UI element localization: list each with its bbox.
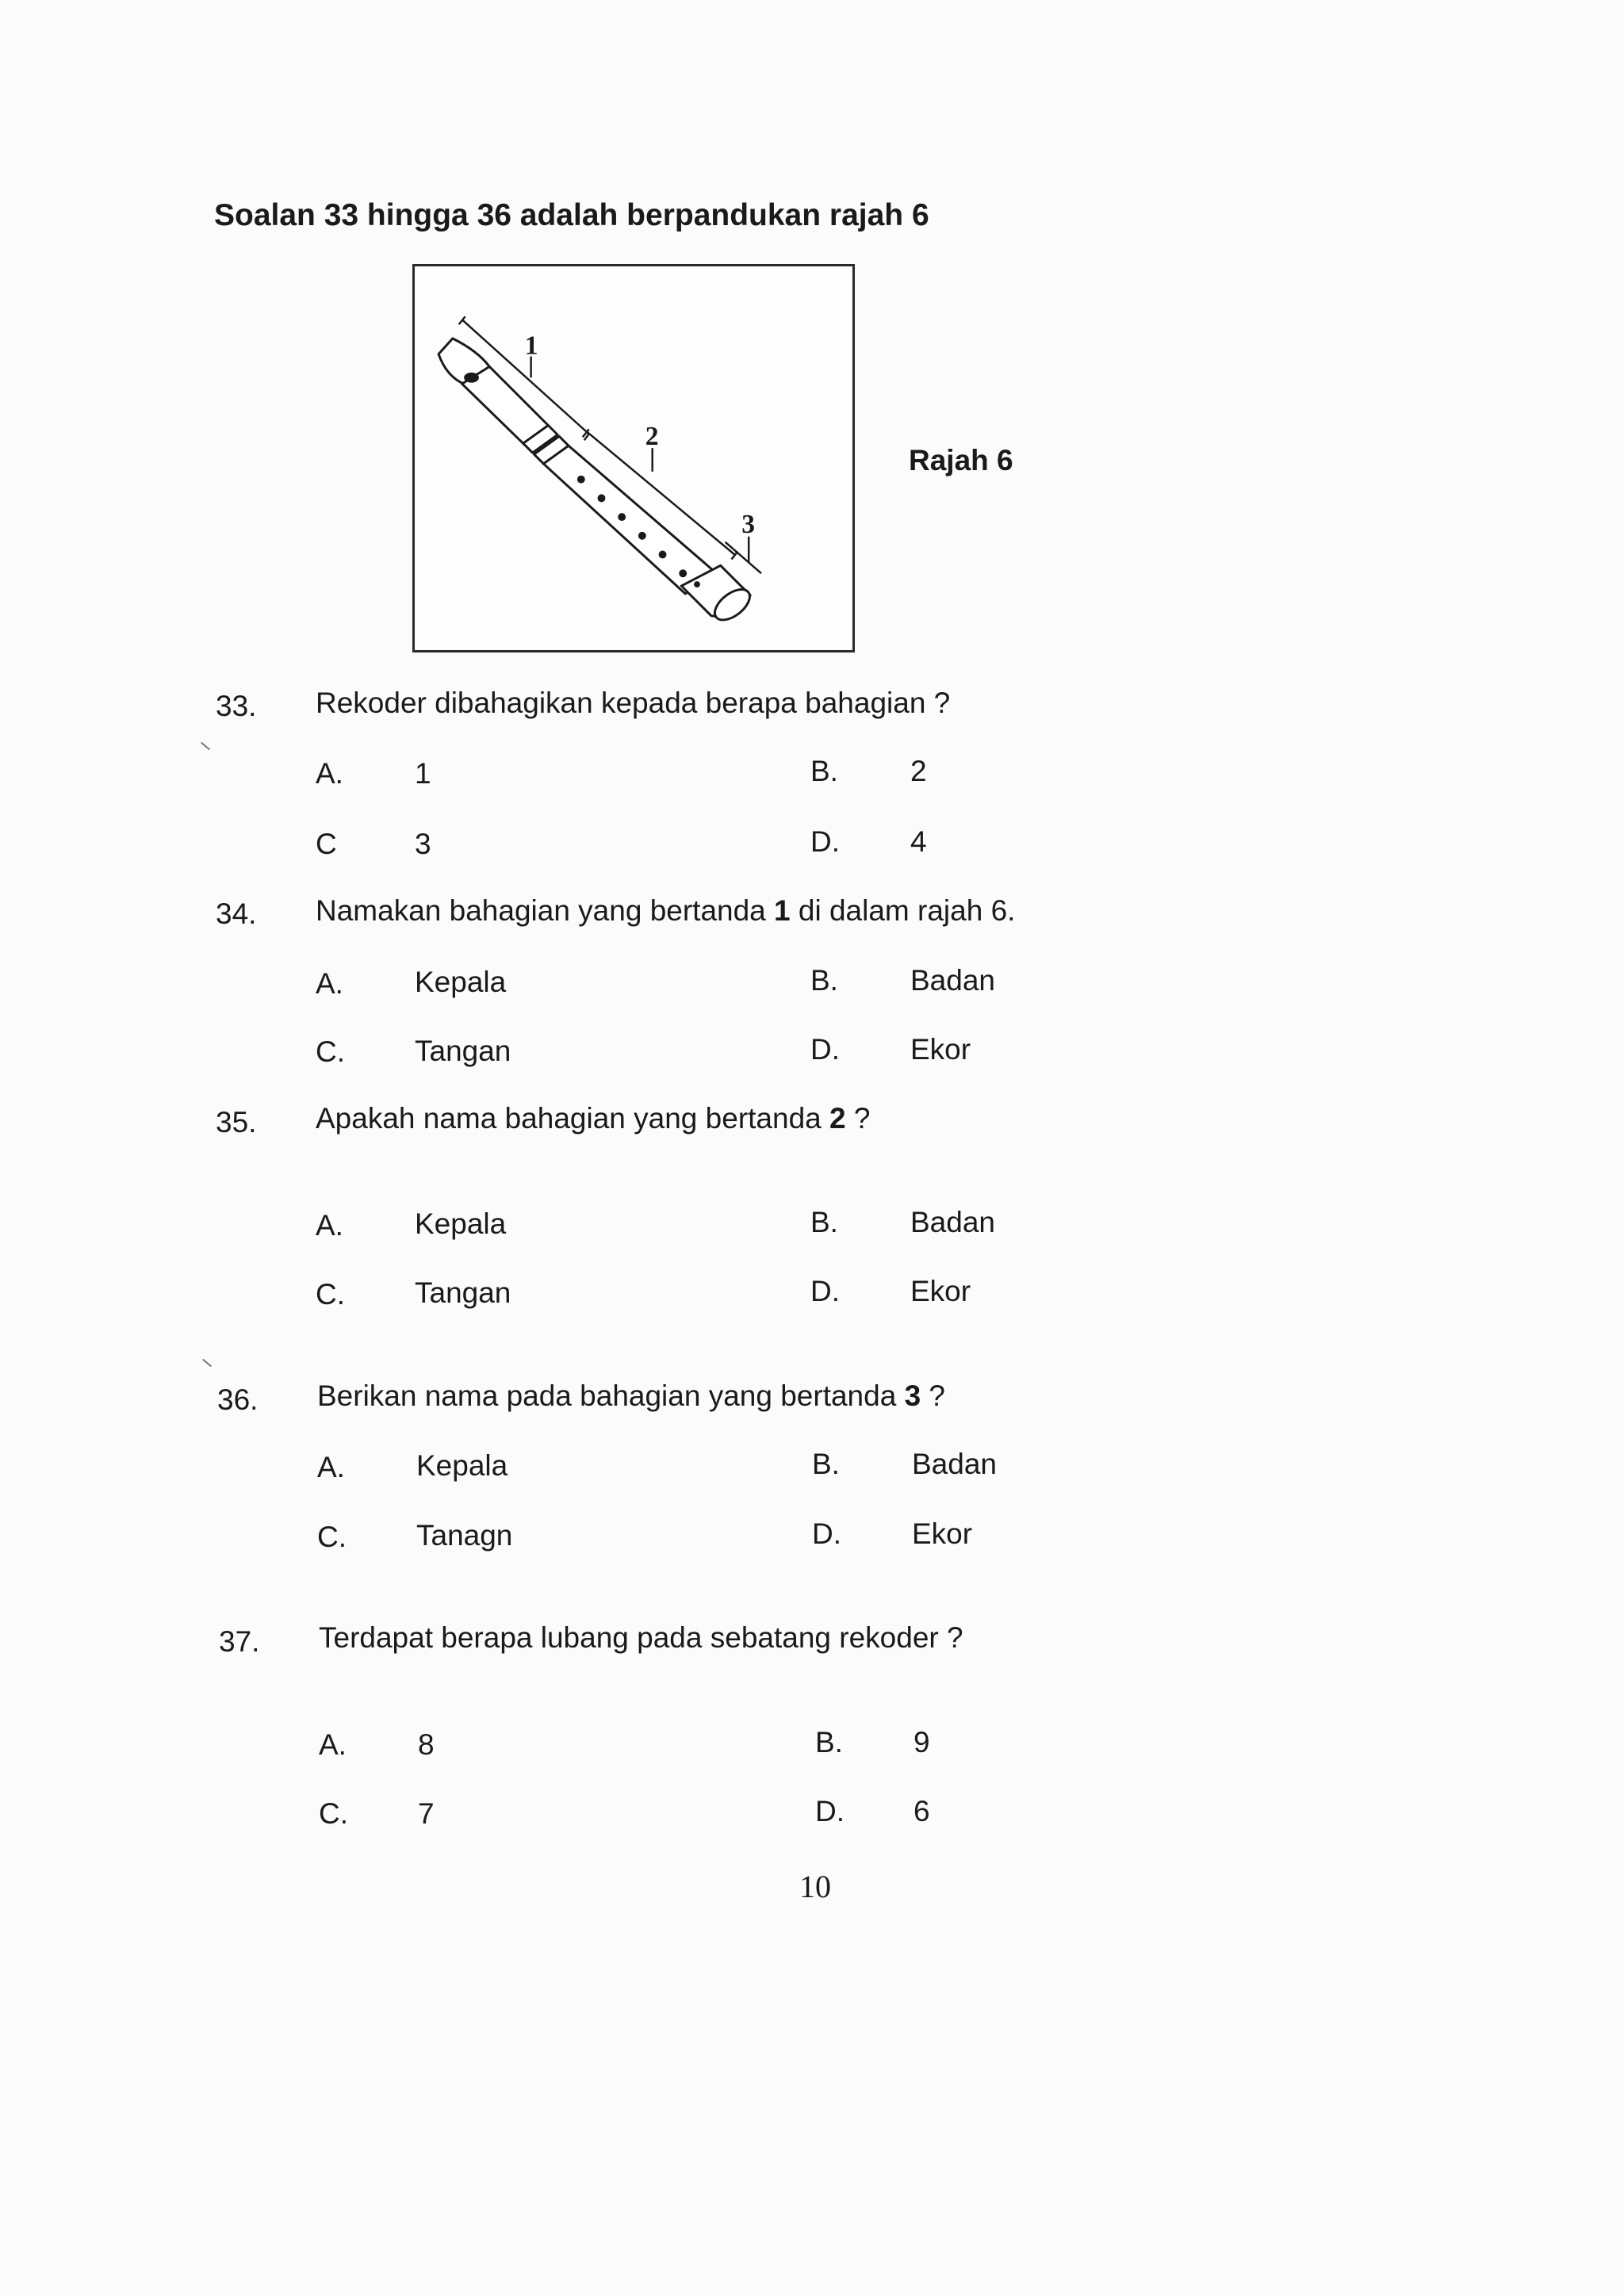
scan-mark bbox=[201, 742, 210, 751]
option-letter: B. bbox=[810, 755, 838, 787]
option-letter: A. bbox=[317, 1451, 345, 1483]
option-text: Tangan bbox=[415, 1035, 511, 1067]
callout-1: 1 bbox=[524, 331, 538, 361]
figure-caption: Rajah 6 bbox=[909, 444, 1013, 476]
option-letter: D. bbox=[815, 1795, 845, 1827]
question-number: 35. bbox=[216, 1106, 257, 1138]
option-text: Kepala bbox=[415, 1207, 507, 1240]
option-text: 4 bbox=[910, 825, 927, 858]
option-text: Ekor bbox=[910, 1033, 971, 1066]
option-letter: A. bbox=[316, 757, 343, 790]
option-letter: B. bbox=[812, 1448, 840, 1480]
question-text: Berikan nama pada bahagian yang bertanda 3 ? bbox=[317, 1380, 945, 1412]
option-letter: A. bbox=[316, 1209, 343, 1242]
option-text: 2 bbox=[910, 755, 927, 787]
callout-3: 3 bbox=[741, 509, 756, 539]
option-text: Ekor bbox=[912, 1517, 973, 1550]
option-text: 7 bbox=[418, 1797, 435, 1830]
question-text: Apakah nama bahagian yang bertanda 2 ? bbox=[316, 1102, 871, 1135]
option-letter: A. bbox=[316, 967, 343, 1000]
option-text: Badan bbox=[910, 964, 995, 997]
option-letter: A. bbox=[319, 1728, 347, 1761]
callout-2: 2 bbox=[645, 422, 659, 452]
option-letter: B. bbox=[815, 1726, 843, 1758]
section-heading: Soalan 33 hingga 36 adalah berpandukan rajah 6 bbox=[214, 198, 929, 232]
option-text: Kepala bbox=[416, 1449, 508, 1482]
figure-rajah-6 bbox=[412, 264, 855, 652]
option-letter: D. bbox=[810, 1033, 840, 1066]
option-text: 8 bbox=[418, 1728, 435, 1761]
option-letter: D. bbox=[810, 1275, 840, 1307]
option-letter: B. bbox=[810, 1206, 838, 1238]
option-text: 6 bbox=[914, 1795, 930, 1827]
option-letter: C. bbox=[319, 1797, 348, 1830]
page-number: 10 bbox=[799, 1869, 831, 1904]
option-text: 1 bbox=[415, 757, 431, 790]
option-text: Tanagn bbox=[416, 1519, 513, 1552]
option-text: Badan bbox=[910, 1206, 995, 1238]
option-letter: D. bbox=[812, 1517, 841, 1550]
recorder-illustration bbox=[415, 266, 852, 650]
question-text: Terdapat berapa lubang pada sebatang rekoder ? bbox=[319, 1621, 963, 1654]
option-letter: C. bbox=[316, 1278, 345, 1311]
question-text: Namakan bahagian yang bertanda 1 di dalam rajah 6. bbox=[316, 894, 1016, 927]
option-text: Tangan bbox=[415, 1276, 511, 1309]
question-number: 33. bbox=[216, 690, 257, 722]
question-number: 34. bbox=[216, 897, 257, 930]
option-text: Kepala bbox=[415, 966, 507, 998]
question-text: Rekoder dibahagikan kepada berapa bahagian ? bbox=[316, 687, 951, 719]
option-text: 9 bbox=[914, 1726, 930, 1758]
option-letter: B. bbox=[810, 964, 838, 997]
question-number: 37. bbox=[219, 1625, 260, 1658]
option-letter: C. bbox=[316, 1035, 345, 1068]
option-text: Ekor bbox=[910, 1275, 971, 1307]
scan-mark bbox=[202, 1359, 212, 1368]
option-letter: C bbox=[316, 828, 337, 860]
option-text: Badan bbox=[912, 1448, 997, 1480]
question-number: 36. bbox=[217, 1383, 259, 1416]
option-letter: D. bbox=[810, 825, 840, 858]
option-text: 3 bbox=[415, 828, 431, 860]
option-letter: C. bbox=[317, 1521, 347, 1553]
